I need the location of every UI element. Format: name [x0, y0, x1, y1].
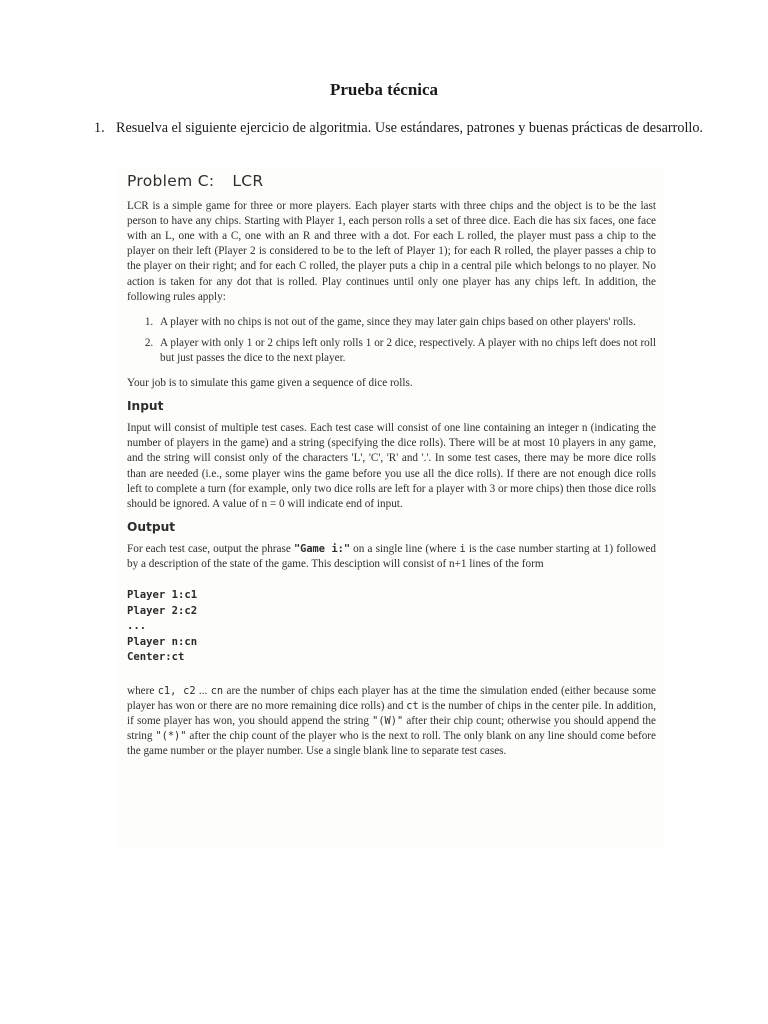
closing-code: "(*)"	[155, 730, 187, 743]
output-description	[127, 542, 656, 572]
page-title: Prueba técnica	[329, 80, 439, 99]
task-text: Resuelva el siguiente ejercicio de algoritmia. Use estándares, patrones y buenas prácticas de desarrollo.	[116, 120, 703, 136]
closing-text: after the chip count of the player who is the next to roll. The only blank on any line should come before the game number or the player number. Use a single blank line to separate test cases.	[127, 730, 656, 758]
job-statement: Your job is to simulate this game given a sequence of dice rolls.	[127, 377, 413, 390]
rule-item: 1. A player with no chips is not out of the game, since they may later gain chips based on other players' rolls.	[156, 315, 656, 330]
code-line: Center:ct	[127, 651, 185, 664]
closing-text: ...	[195, 685, 211, 698]
closing-code: "(W)"	[372, 715, 404, 728]
closing-text: are the number of chips each player has at the time the simulation ended (either because some player has won or there are no more remaining dice rolls) and	[127, 685, 656, 713]
output-code-game: "Game i:"	[293, 542, 351, 555]
closing-text: after their chip count; otherwise you should append the string	[127, 715, 656, 743]
problem-heading	[127, 174, 656, 189]
output-heading: Output	[127, 519, 176, 534]
input-description: Input will consist of multiple test cases. Each test case will consist of one line containing an integer n (indicating the number of players in the game) and a string (specifying the dice rolls). There will be at most 10 players in any game, and the string will consist only of the characters 'L', 'C', 'R' and '.'. In some test cases, there may be more dice rolls than are needed (i.e., some player wins the game before you use all the dice rolls). If there are not enough dice rolls left to complete a turn (for example, only two dice rolls are left for a player with 3 or more chips) then those dice rolls should be ignored. A value of n = 0 will indicate end of input.	[127, 422, 656, 510]
code-line: Player n:cn	[127, 635, 198, 648]
output-closing	[127, 684, 656, 759]
problem-name: LCR	[232, 172, 264, 190]
output-format-code	[127, 588, 656, 666]
output-text-c: is the case number starting at 1) followed by a description of the state of the game. This desciption will consist of n+1 lines of the form	[127, 542, 656, 570]
output-text-b: on a single line (where	[350, 542, 460, 555]
problem-statement-image	[116, 168, 664, 848]
closing-text: where	[127, 685, 158, 698]
task-number: 1.	[94, 120, 105, 136]
closing-code: c1, c2	[157, 685, 196, 698]
code-line: Player 1:c1	[127, 589, 198, 602]
task-item	[94, 120, 716, 137]
problem-intro: LCR is a simple game for three or more players. Each player starts with three chips and the object is to be the last person to have any chips. Starting with Player 1, each person rolls a set of three dice. Each die has six faces, one face with an L, one with a C, one with an R and three with a dot. For each L rolled, the player must pass a chip to the player on their left (Player 2 is considered to be to the left of Player 1); for each R rolled, the player passes a chip to the player on their right; and for each C rolled, the player puts a chip in a central pile which belongs to no player. No action is taken for any dot that is rolled. Play continues until only one player has any chips left. In addition, the following rules apply:	[127, 200, 656, 303]
closing-text: is the number of chips in the center pile. In addition, if some player has won, you should append the string	[127, 700, 656, 728]
rule-item: 2. A player with only 1 or 2 chips left only rolls 1 or 2 dice, respectively. A player with no chips left does not roll but just passes the dice to the next player.	[156, 336, 656, 366]
problem-label: Problem C:	[127, 172, 215, 190]
closing-code: cn	[210, 685, 224, 698]
rules-list	[127, 315, 656, 366]
output-code-i: i	[459, 542, 466, 555]
code-line: ...	[127, 620, 147, 633]
output-text-a: For each test case, output the phrase	[127, 542, 294, 555]
input-heading: Input	[127, 399, 164, 414]
code-line: Player 2:c2	[127, 604, 198, 617]
closing-code: ct	[406, 700, 419, 713]
